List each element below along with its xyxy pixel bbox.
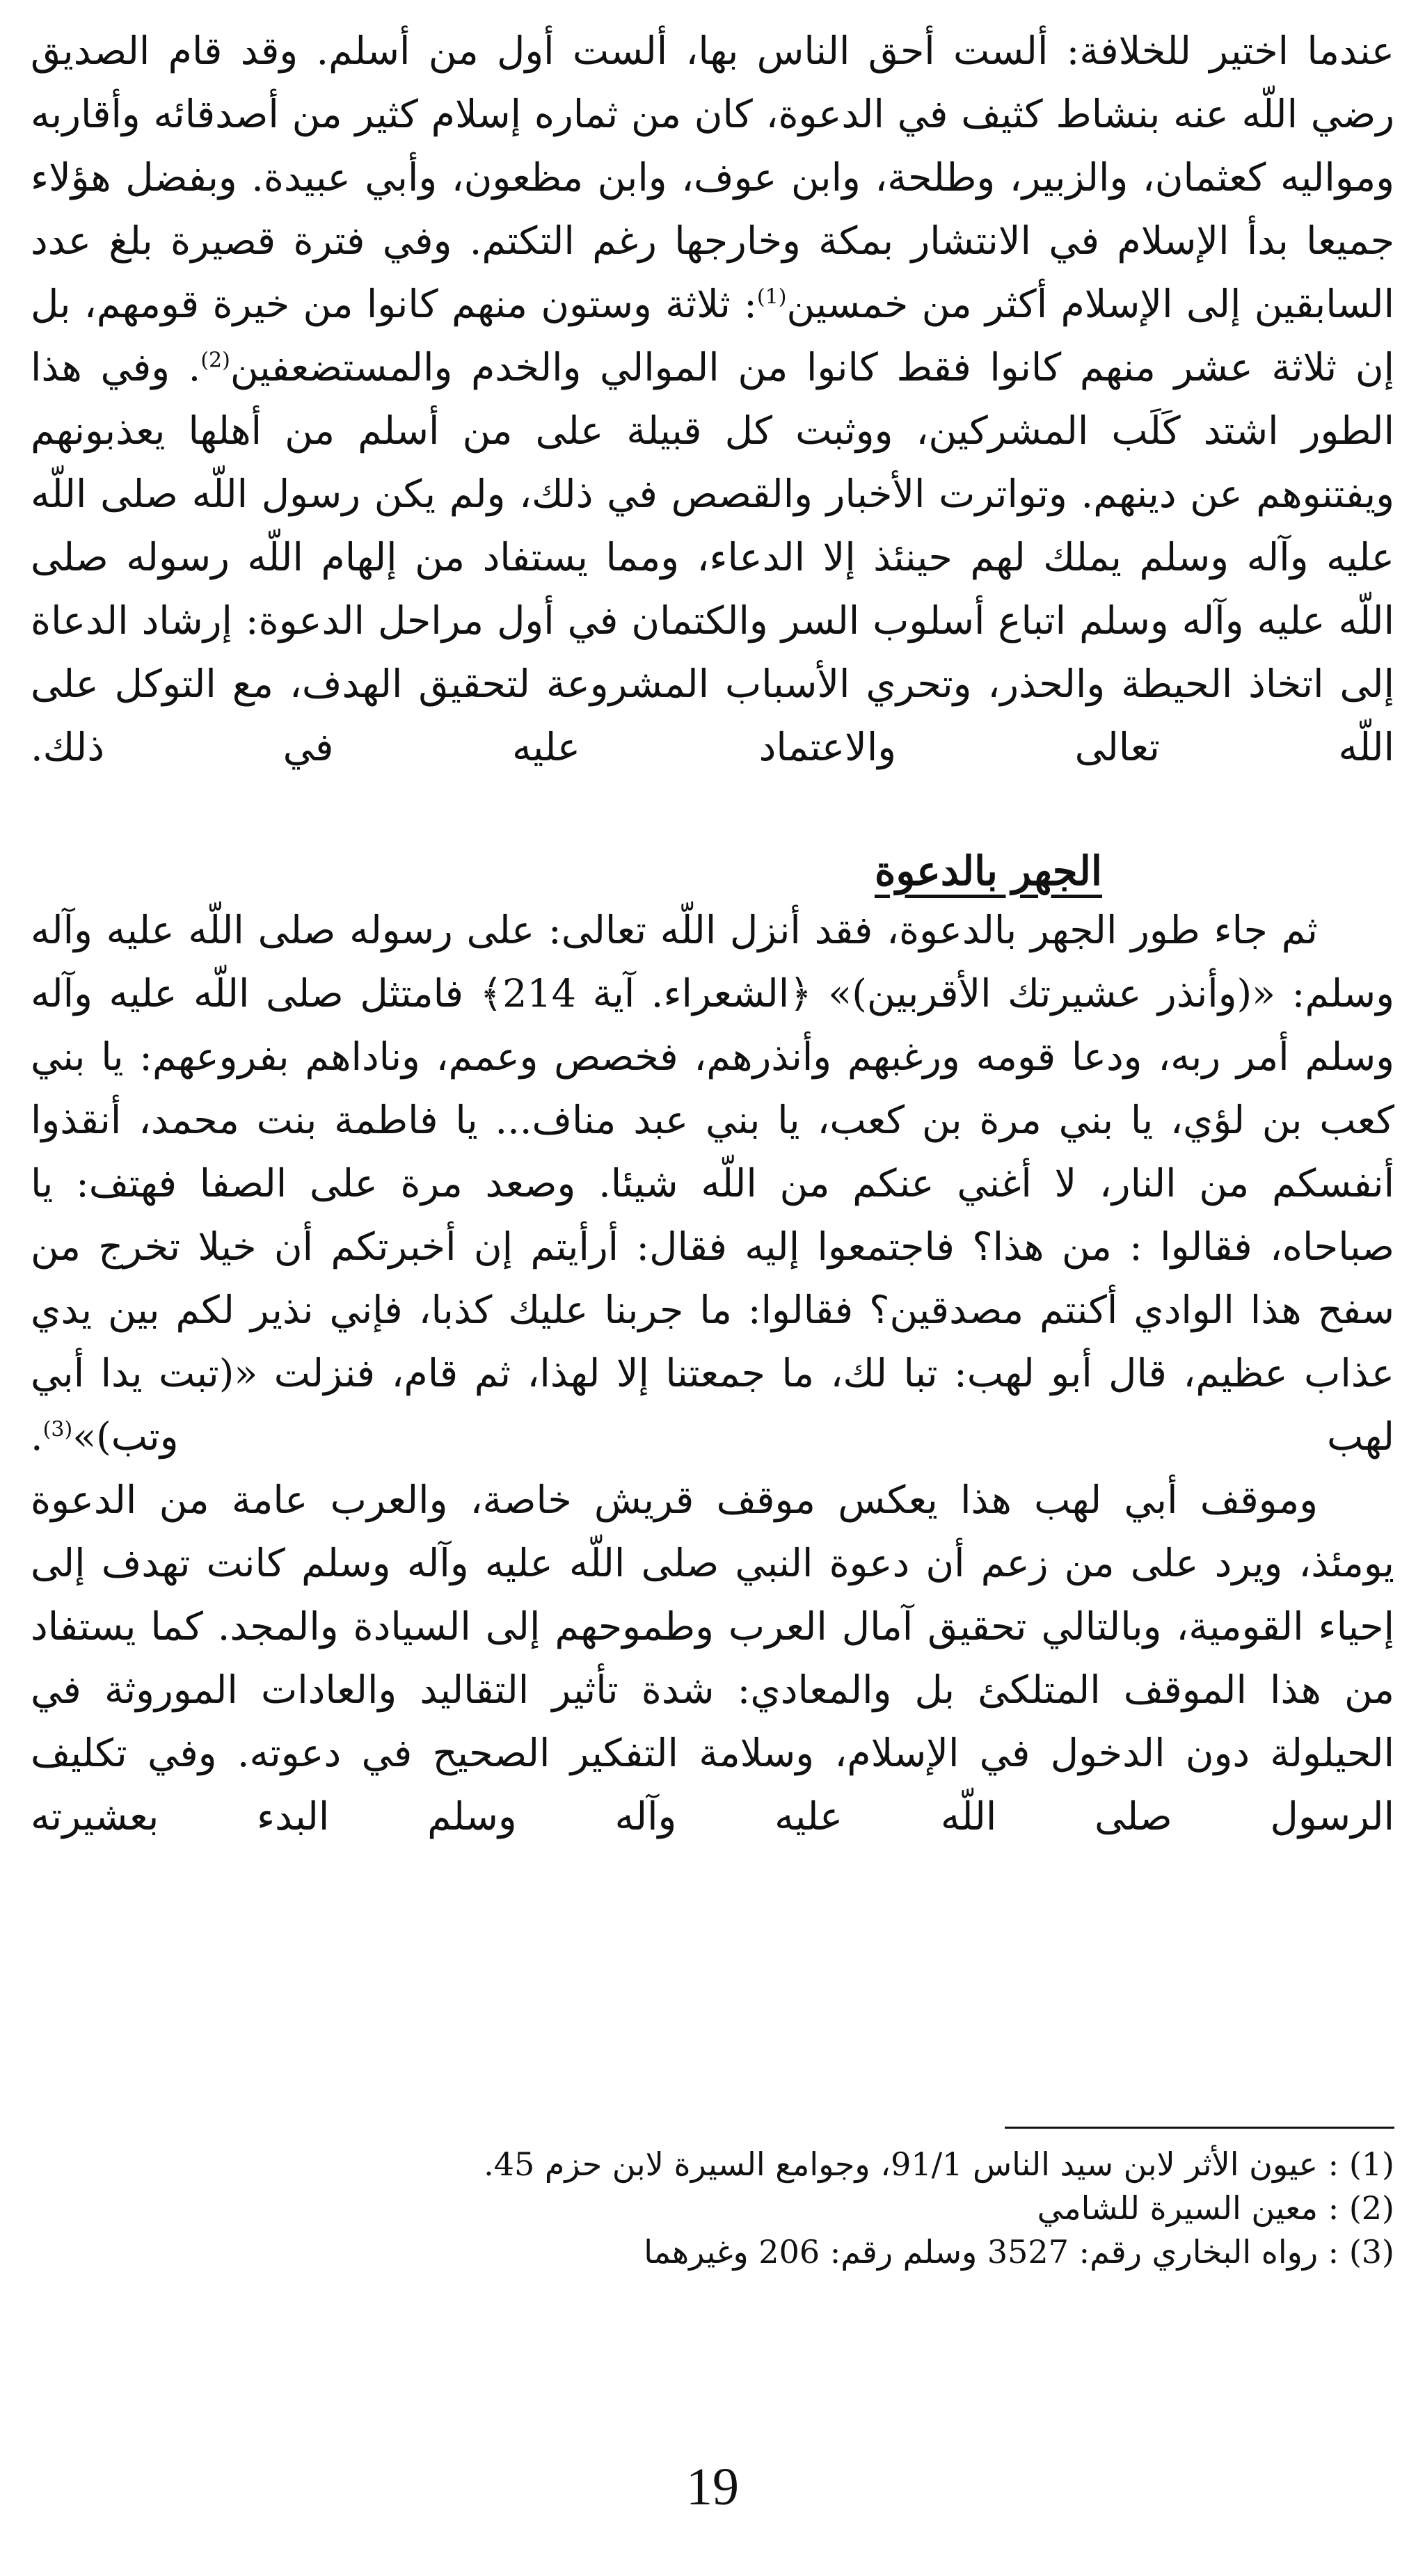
footnote-ref-3: (3) bbox=[42, 1417, 73, 1442]
intro-paragraph bbox=[31, 19, 1394, 779]
footnote-1-text: : عيون الأثر لابن سيد الناس 91/1، وجوامع السيرة لابن حزم 45. bbox=[484, 2145, 1349, 2183]
footnote-ref-2: (2) bbox=[200, 348, 230, 373]
page-body bbox=[31, 19, 1394, 1848]
page-number: 19 bbox=[686, 2458, 739, 2516]
footnote-1 bbox=[31, 2143, 1394, 2186]
footnote-3 bbox=[31, 2230, 1394, 2274]
section-heading: الجهر بالدعوة bbox=[874, 847, 1102, 895]
section-paragraph-1-end: . bbox=[31, 1414, 43, 1459]
intro-text-part-3: . وفي هذا الطور اشتد كَلَب المشركين، ووثبت كل قبيلة على من أسلم من أهلها يعذبونهم ويفتنوهم عن دينهم. وتواترت الأخبار والقصص في ذلك، ولم يكن رسول اللّه صلى اللّه عليه وآله وسلم يملك لهم حينئذ إلا الدعاء، ومما يستفاد من إلهام اللّه رسوله صلى اللّه عليه وآله وسلم اتباع أسلوب السر والكتمان في أول مراحل الدعوة: إرشاد الدعاة إلى اتخاذ الحيطة والحذر، وتحري الأسباب المشروعة لتحقيق الهدف، مع التوكل على اللّه تعالى والاعتماد عليه في ذلك. bbox=[31, 345, 1394, 770]
footnote-3-marker: (3) bbox=[1348, 2233, 1394, 2271]
intro-text-part-1: عندما اختير للخلافة: ألست أحق الناس بها، ألست أول من أسلم. وقد قام الصديق رضي اللّه عنه بنشاط كثيف في الدعوة، كان من ثماره إسلام كثير من أصدقائه وأقاربه ومواليه كعثمان، والزبير، وطلحة، وابن عوف، وابن مظعون، وأبي عبيدة. وبفضل هؤلاء جميعا بدأ الإسلام في الانتشار بمكة وخارجها رغم التكتم. وفي فترة قصيرة بلغ عدد السابقين إلى الإسلام أكثر من خمسين bbox=[31, 29, 1394, 327]
footnote-3-text: : رواه البخاري رقم: 3527 وسلم رقم: 206 وغيرهما bbox=[644, 2233, 1349, 2271]
section-paragraph-1 bbox=[31, 899, 1394, 1469]
footnote-ref-1: (1) bbox=[756, 285, 787, 310]
footnote-2 bbox=[31, 2186, 1394, 2230]
footnotes bbox=[31, 2143, 1394, 2274]
footnote-2-marker: (2) bbox=[1348, 2189, 1394, 2227]
footnote-separator bbox=[1005, 2127, 1394, 2129]
section-paragraph-1-text: ثم جاء طور الجهر بالدعوة، فقد أنزل اللّه تعالى: على رسوله صلى اللّه عليه وآله وسلم: «(وأنذر عشيرتك الأقربين)» ﴿الشعراء. آية 214﴾ فامتثل صلى اللّه عليه وآله وسلم أمر ربه، ودعا قومه ورغبهم وأنذرهم، فخصص وعمم، وناداهم بفروعهم: يا بني كعب بن لؤي، يا بني مرة بن كعب، يا بني عبد مناف... يا فاطمة بنت محمد، أنقذوا أنفسكم من النار، لا أغني عنكم من اللّه شيئا. وصعد مرة على الصفا فهتف: يا صباحاه، فقالوا : من هذا؟ فاجتمعوا إليه فقال: أرأيتم إن أخبرتكم أن خيلا تخرج من سفح هذا الوادي أكنتم مصدقين؟ فقالوا: ما جربنا عليك كذبا، فإني نذير لكم بين يدي عذاب عظيم، قال أبو لهب: تبا لك، ما جمعتنا إلا لهذا، ثم قام، فنزلت «(تبت يدا أبي لهب وتب)» bbox=[31, 908, 1394, 1459]
footnote-2-text: : معين السيرة للشامي bbox=[1037, 2189, 1349, 2227]
footnote-1-marker: (1) bbox=[1348, 2145, 1394, 2183]
section-paragraph-2: وموقف أبي لهب هذا يعكس موقف قريش خاصة، والعرب عامة من الدعوة يومئذ، ويرد على من زعم أن دعوة النبي صلى اللّه عليه وآله وسلم كانت تهدف إلى إحياء القومية، وبالتالي تحقيق آمال العرب وطموحهم إلى السيادة والمجد. كما يستفاد من هذا الموقف المتلكئ بل والمعادي: شدة تأثير التقاليد والعادات الموروثة في الحيلولة دون الدخول في الإسلام، وسلامة التفكير الصحيح في دعوته. وفي تكليف الرسول صلى اللّه عليه وآله وسلم البدء بعشيرته bbox=[31, 1478, 1394, 1839]
section-spacer bbox=[31, 779, 1394, 843]
intro-text-part-2: : ثلاثة وستون منهم كانوا من خيرة قومهم، بل إن ثلاثة عشر منهم كانوا فقط كانوا من الموالي والخدم والمستضعفين bbox=[31, 282, 1394, 390]
